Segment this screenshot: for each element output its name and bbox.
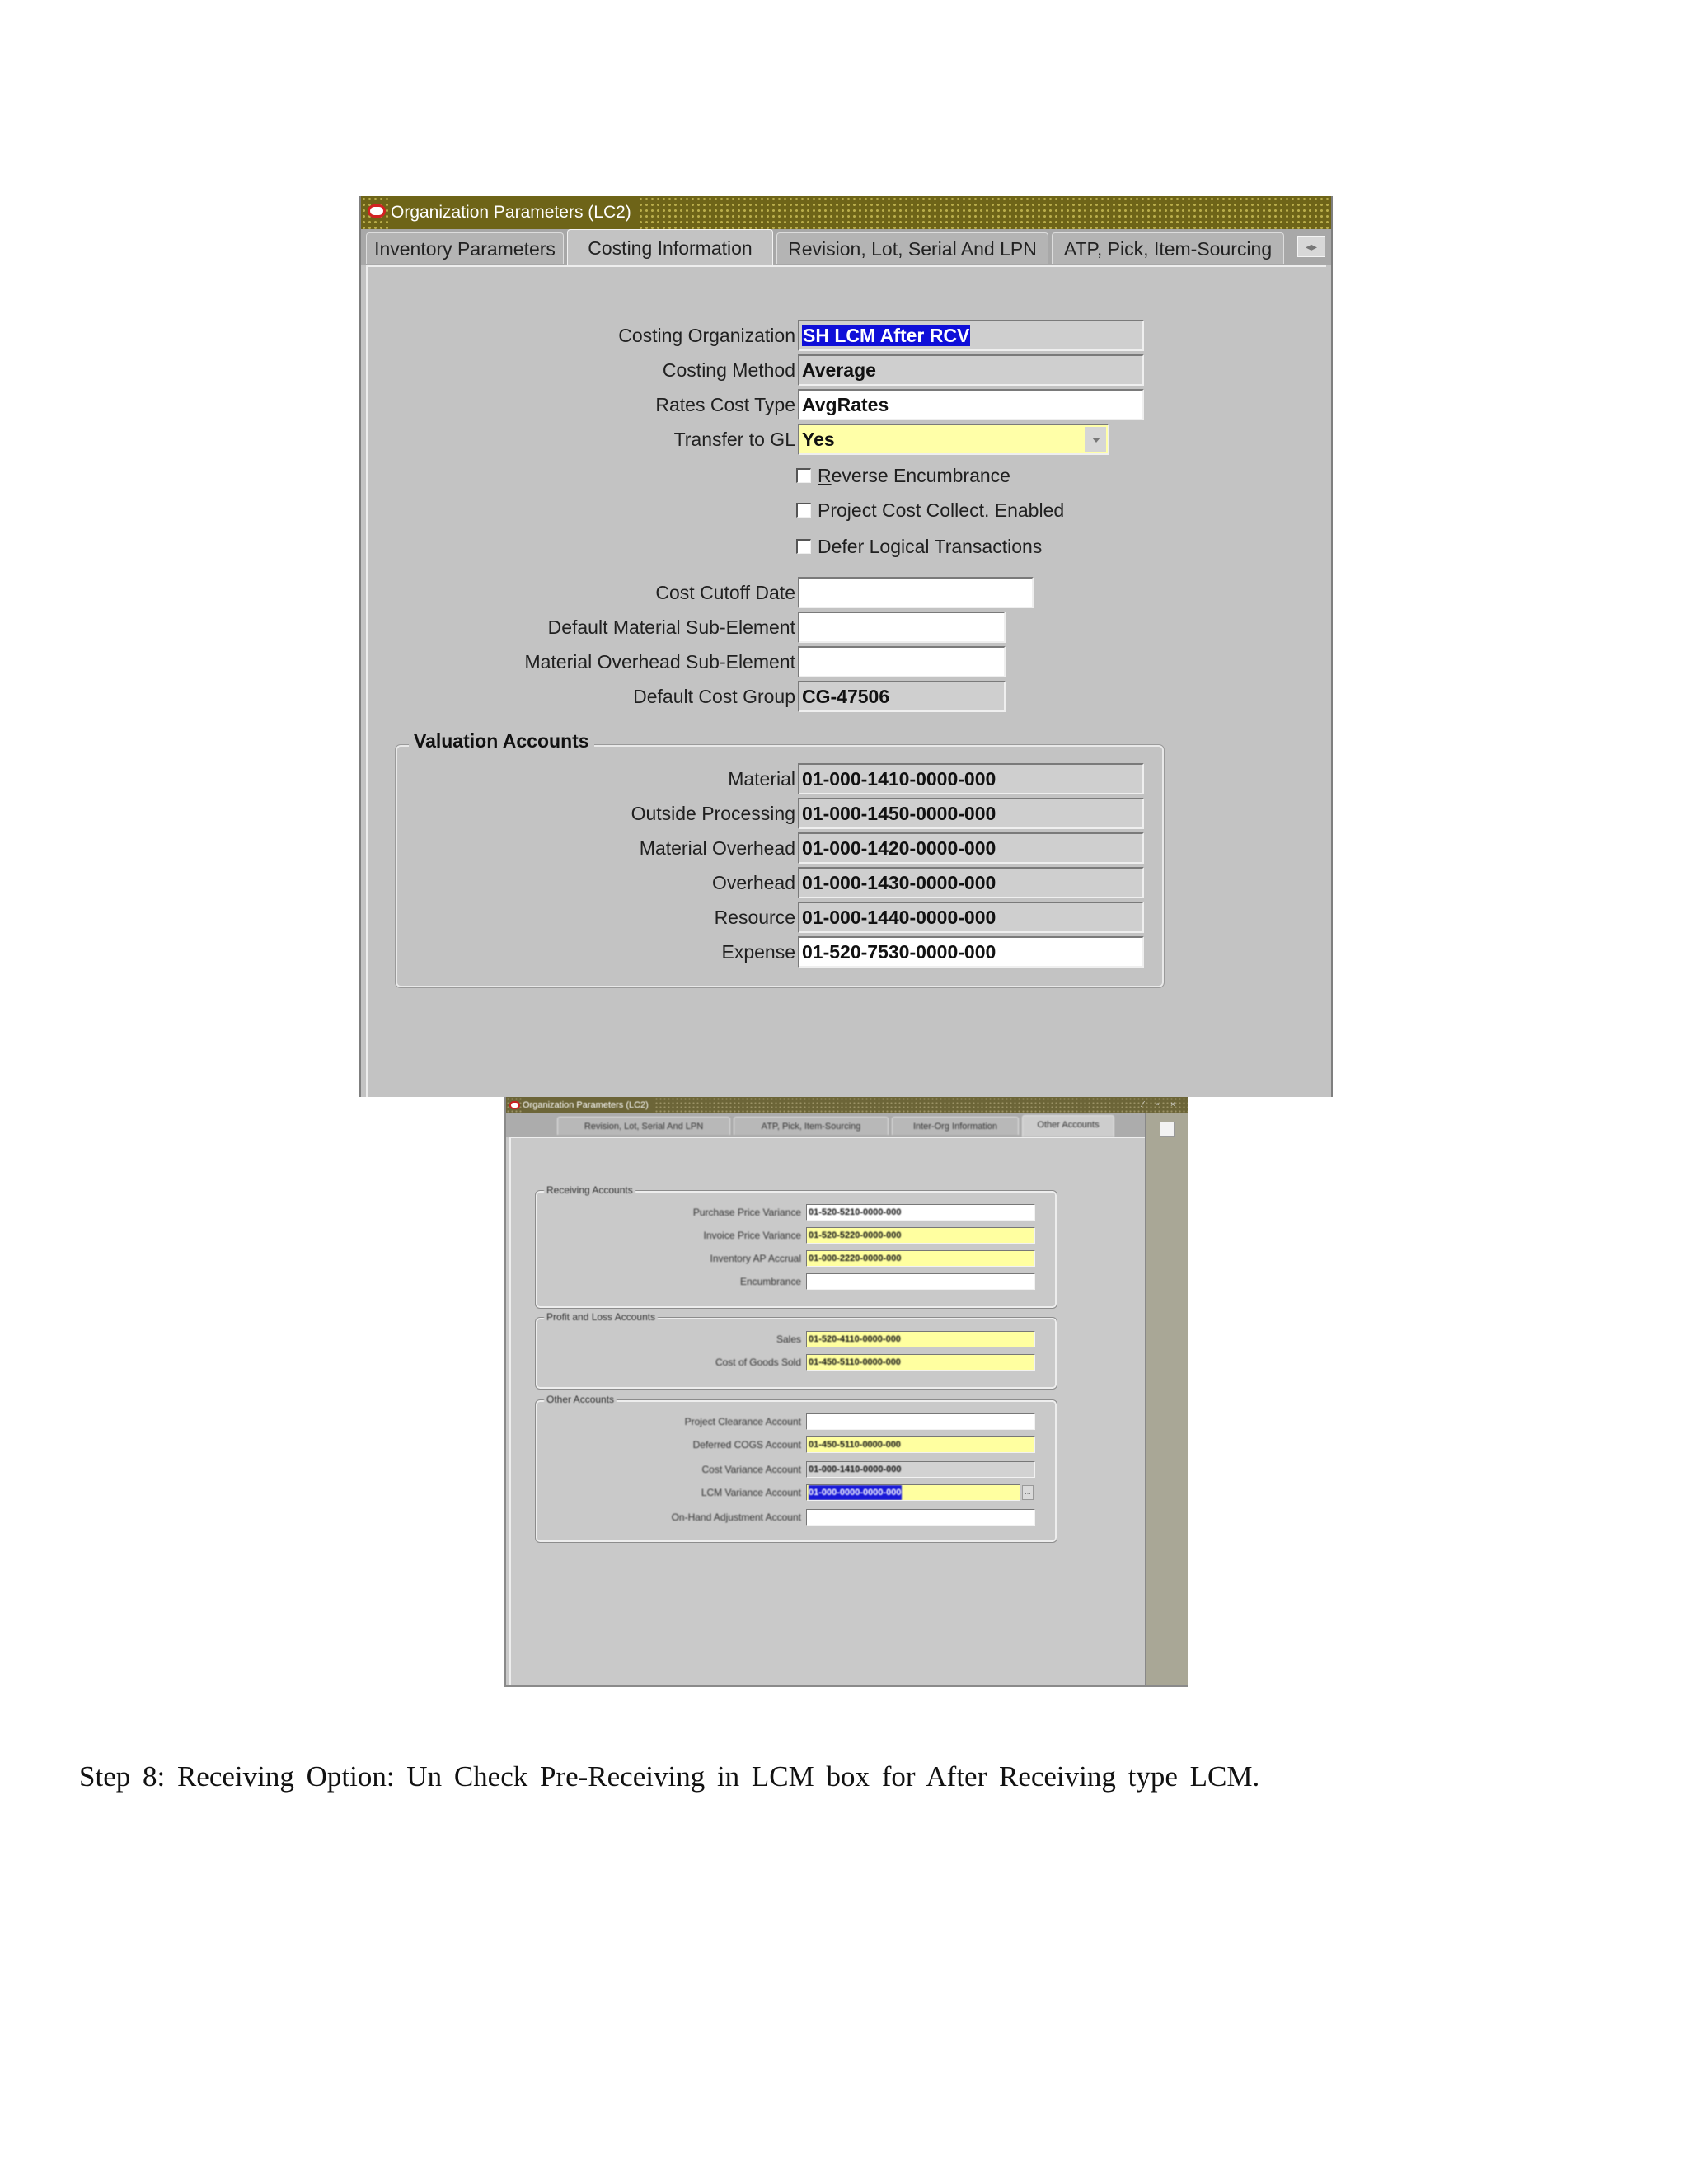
window-titlebar[interactable] [361, 196, 1331, 229]
defer-logical-transactions-label: Defer Logical Transactions [818, 536, 1043, 557]
defer-logical-transactions-checkbox[interactable] [796, 539, 811, 554]
organization-parameters-other-accounts-window [504, 1097, 1188, 1687]
rates-cost-type-field[interactable]: AvgRates [798, 389, 1144, 420]
material-account-field[interactable]: 01-000-1410-0000-000 [798, 763, 1144, 794]
tab-bar [361, 229, 1331, 265]
window-title-2: Organization Parameters (LC2) [523, 1097, 654, 1113]
invoice-price-variance-value: 01-520-5220-0000-000 [809, 1230, 902, 1240]
expense-account-label: Expense [721, 941, 795, 963]
invoice-price-variance-label: Invoice Price Variance [703, 1230, 801, 1241]
material-overhead-sub-element-field[interactable] [798, 646, 1006, 677]
on-hand-adjustment-field[interactable] [806, 1509, 1035, 1526]
deferred-cogs-field[interactable] [806, 1436, 1035, 1453]
material-overhead-account-label: Material Overhead [639, 837, 795, 859]
tab-scroll-arrows-icon[interactable]: ◂▸ [1297, 236, 1325, 257]
reverse-encumbrance-checkbox[interactable] [796, 468, 811, 483]
oracle-logo-icon [368, 204, 386, 218]
other-accounts-panel [509, 1137, 1145, 1685]
purchase-price-variance-label: Purchase Price Variance [692, 1207, 801, 1218]
lov-icon[interactable]: … [1022, 1485, 1034, 1500]
expense-account-field[interactable]: 01-520-7530-0000-000 [798, 936, 1144, 968]
tab-revision-lot-serial-2[interactable]: Revision, Lot, Serial And LPN [557, 1117, 730, 1135]
tab-bar-2 [506, 1113, 1145, 1137]
window-titlebar-2[interactable] [506, 1097, 1188, 1113]
tab-revision-lot-serial[interactable]: Revision, Lot, Serial And LPN [776, 232, 1048, 264]
dropdown-arrow-icon[interactable] [1085, 427, 1106, 452]
costing-method-label: Costing Method [662, 359, 795, 381]
material-overhead-account-field[interactable]: 01-000-1420-0000-000 [798, 832, 1144, 864]
encumbrance-label: Encumbrance [739, 1276, 801, 1287]
window-control-icon[interactable] [1160, 1122, 1175, 1137]
maximize-icon[interactable]: ▫ [1156, 1100, 1160, 1109]
lcm-variance-label: LCM Variance Account [701, 1487, 801, 1498]
reverse-encumbrance-label [818, 465, 1010, 487]
default-material-sub-element-field[interactable] [798, 612, 1006, 643]
cost-variance-value: 01-000-1410-0000-000 [809, 1465, 902, 1474]
inventory-ap-accrual-field[interactable] [806, 1250, 1035, 1267]
reverse-encumbrance-text: everse Encumbrance [831, 465, 1010, 486]
project-clearance-field[interactable] [806, 1413, 1035, 1430]
tab-atp-pick[interactable]: ATP, Pick, Item-Sourcing [1052, 232, 1284, 264]
other-accounts-title: Other Accounts [544, 1394, 617, 1405]
resource-account-field[interactable]: 01-000-1440-0000-000 [798, 902, 1144, 933]
oracle-logo-icon [509, 1101, 520, 1109]
costing-organization-value: SH LCM After RCV [803, 325, 970, 346]
inventory-ap-accrual-value: 01-000-2220-0000-000 [809, 1254, 902, 1263]
costing-organization-field[interactable] [798, 320, 1144, 351]
tab-inter-org-information[interactable]: Inter-Org Information [892, 1117, 1019, 1135]
lcm-variance-value: 01-000-0000-0000-000 [809, 1485, 902, 1500]
right-toolbar [1145, 1113, 1188, 1685]
window-title: Organization Parameters (LC2) [391, 196, 640, 229]
lcm-variance-field[interactable] [806, 1484, 1020, 1501]
organization-parameters-window [359, 196, 1333, 1097]
material-account-label: Material [728, 768, 795, 790]
profit-loss-accounts-title: Profit and Loss Accounts [544, 1311, 658, 1323]
sales-label: Sales [776, 1333, 801, 1345]
cost-cutoff-date-field[interactable] [798, 577, 1034, 608]
on-hand-adjustment-label: On-Hand Adjustment Account [671, 1511, 801, 1523]
receiving-accounts-title: Receiving Accounts [544, 1184, 635, 1196]
costing-information-panel [366, 265, 1326, 1097]
encumbrance-field[interactable] [806, 1273, 1035, 1290]
purchase-price-variance-value: 01-520-5210-0000-000 [809, 1207, 902, 1217]
reverse-encumbrance-mnemonic: R [818, 465, 832, 486]
project-cost-collect-label: Project Cost Collect. Enabled [818, 499, 1065, 521]
tab-atp-pick-2[interactable]: ATP, Pick, Item-Sourcing [734, 1117, 889, 1135]
valuation-accounts-title: Valuation Accounts [409, 730, 594, 752]
costing-organization-label: Costing Organization [618, 325, 795, 346]
step-caption: Step 8: Receiving Option: Un Check Pre-Receiving in LCM box for After Receiving type LCM. [79, 1760, 1260, 1793]
cogs-field[interactable] [806, 1354, 1035, 1371]
transfer-to-gl-label: Transfer to GL [673, 429, 795, 450]
cogs-label: Cost of Goods Sold [715, 1357, 801, 1368]
inventory-ap-accrual-label: Inventory AP Accrual [710, 1253, 801, 1264]
invoice-price-variance-field[interactable] [806, 1227, 1035, 1244]
costing-method-field[interactable]: Average [798, 354, 1144, 386]
rates-cost-type-label: Rates Cost Type [655, 394, 795, 415]
tab-costing-information[interactable]: Costing Information [567, 229, 773, 265]
deferred-cogs-label: Deferred COGS Account [692, 1439, 801, 1451]
overhead-account-field[interactable]: 01-000-1430-0000-000 [798, 867, 1144, 898]
default-cost-group-label: Default Cost Group [633, 686, 795, 707]
project-clearance-label: Project Clearance Account [684, 1416, 801, 1427]
sales-field[interactable] [806, 1331, 1035, 1347]
close-icon[interactable]: × [1170, 1100, 1175, 1109]
transfer-to-gl-select[interactable] [798, 424, 1109, 455]
material-overhead-sub-element-label: Material Overhead Sub-Element [524, 651, 795, 673]
outside-processing-account-label: Outside Processing [631, 803, 795, 824]
purchase-price-variance-field[interactable] [806, 1204, 1035, 1221]
project-cost-collect-checkbox[interactable] [796, 503, 811, 518]
transfer-to-gl-value: Yes [802, 429, 835, 450]
cost-cutoff-date-label: Cost Cutoff Date [655, 582, 795, 603]
tab-other-accounts[interactable]: Other Accounts [1022, 1115, 1114, 1137]
sales-value: 01-520-4110-0000-000 [809, 1334, 901, 1344]
default-cost-group-field[interactable]: CG-47506 [798, 681, 1006, 712]
minimize-icon[interactable]: ⁄ [1142, 1100, 1144, 1109]
overhead-account-label: Overhead [711, 872, 795, 893]
outside-processing-account-field[interactable]: 01-000-1450-0000-000 [798, 798, 1144, 829]
tab-inventory-parameters[interactable]: Inventory Parameters [366, 232, 564, 264]
cost-variance-label: Cost Variance Account [701, 1464, 801, 1475]
default-material-sub-element-label: Default Material Sub-Element [547, 616, 795, 638]
resource-account-label: Resource [714, 907, 795, 928]
cost-variance-field[interactable] [806, 1461, 1035, 1478]
cogs-value: 01-450-5110-0000-000 [809, 1357, 901, 1367]
deferred-cogs-value: 01-450-5110-0000-000 [809, 1440, 901, 1450]
profit-loss-accounts-group [536, 1318, 1057, 1389]
